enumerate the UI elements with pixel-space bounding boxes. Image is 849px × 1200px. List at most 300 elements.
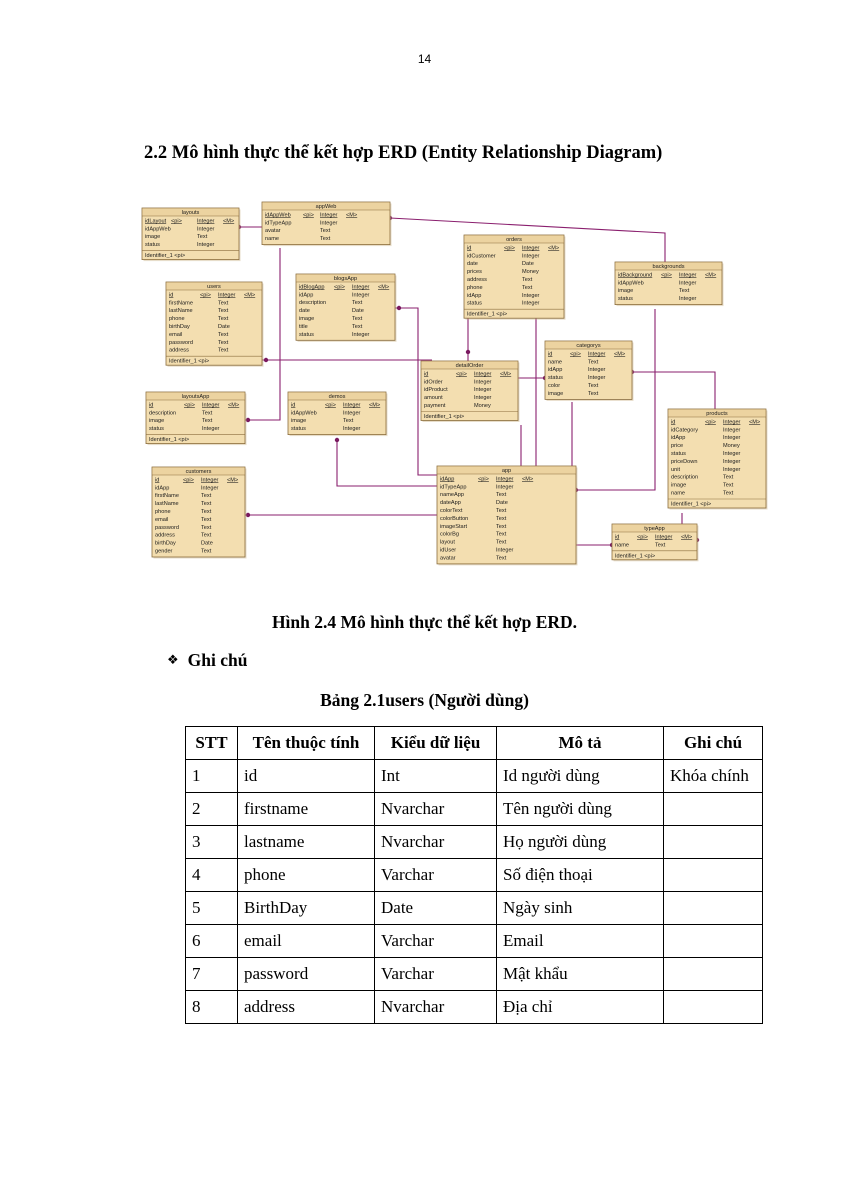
entity-attribute: Text: [522, 284, 533, 291]
erd-entities: [142, 202, 768, 565]
cell-note: [664, 991, 763, 1024]
header-description: Mô tả: [497, 727, 664, 760]
entity-attribute: Integer: [197, 218, 215, 225]
entity-attribute: avatar: [440, 555, 456, 562]
entity-attribute: Text: [320, 236, 331, 243]
entity-attribute: Integer: [320, 220, 338, 227]
entity-attribute: priceDown: [671, 458, 698, 465]
entity-attribute: Money: [522, 269, 539, 276]
cell-attribute-name: id: [238, 760, 375, 793]
entity-attribute: <pi>: [184, 402, 195, 409]
entity-attribute: image: [145, 234, 161, 241]
entity-attribute: <pi>: [171, 218, 182, 225]
cell-attribute-name: phone: [238, 859, 375, 892]
entity-attribute: Integer: [352, 331, 370, 338]
entity-attribute: Text: [522, 277, 533, 283]
entity-attribute: Integer: [343, 426, 361, 433]
cell-description: Mật khẩu: [497, 958, 664, 991]
entity-attribute: password: [155, 524, 179, 531]
table-row: [186, 760, 763, 793]
entity-attribute: idCustomer: [467, 253, 496, 260]
cell-stt: 2: [186, 793, 238, 826]
cell-description: Địa chỉ: [497, 991, 664, 1024]
cell-note: [664, 958, 763, 991]
cell-stt: 8: [186, 991, 238, 1024]
relationship-line: [632, 372, 715, 409]
entity-attribute: Text: [218, 316, 229, 323]
entity-attribute: Integer: [343, 410, 361, 417]
entity-attribute: Text: [201, 532, 212, 539]
entity-attribute: Integer: [320, 212, 338, 219]
entity-attribute: Text: [320, 228, 331, 235]
entity-title: categorys: [576, 343, 601, 349]
entity-attribute: id: [467, 245, 472, 252]
entity-attribute: Integer: [474, 395, 492, 402]
entity-attribute: Integer: [197, 226, 215, 233]
entity-attribute: <pi>: [303, 212, 314, 219]
entity-attribute: Date: [218, 324, 230, 330]
entity-attribute: Text: [352, 300, 363, 307]
entity-attribute: colorText: [440, 508, 463, 514]
entity-layouts: [142, 208, 241, 261]
entity-attribute: <pi>: [183, 477, 194, 484]
cell-description: Email: [497, 925, 664, 958]
entity-attribute: Integer: [723, 419, 741, 426]
entity-attribute: Text: [201, 509, 212, 515]
figure-caption: Hình 2.4 Mô hình thực thể kết hợp ERD.: [271, 612, 578, 632]
cell-note: [664, 793, 763, 826]
entity-attribute: <M>: [522, 476, 534, 483]
relationship-line: [337, 440, 437, 486]
entity-attribute: idCategory: [671, 427, 699, 434]
entity-attribute: colorBg: [440, 531, 459, 538]
entity-attribute: Text: [201, 516, 212, 523]
entity-attribute: Integer: [588, 351, 606, 358]
entity-attribute: idTypeApp: [440, 484, 467, 491]
entity-attribute: Money: [474, 403, 491, 409]
relationship-endpoint: [466, 350, 470, 354]
entity-demos: [288, 392, 388, 436]
header-stt: STT: [186, 727, 238, 760]
entity-attribute: Text: [343, 418, 354, 425]
table-row: [186, 991, 763, 1024]
entity-attribute: email: [169, 331, 183, 338]
entity-title: customers: [185, 469, 212, 475]
cell-data-type: Nvarchar: [375, 793, 497, 826]
entity-title: users: [207, 284, 221, 290]
entity-attribute: Text: [588, 390, 599, 397]
users-attribute-table: [185, 726, 763, 1024]
entity-attribute: firstName: [169, 300, 193, 307]
entity-attribute: id: [548, 351, 553, 358]
entity-attribute: id: [291, 402, 296, 409]
entity-title: app: [501, 468, 512, 474]
entity-attribute: image: [548, 390, 564, 397]
table-row: [186, 859, 763, 892]
entity-attribute: Integer: [723, 458, 741, 465]
entity-attribute: <M>: [614, 351, 626, 358]
entity-attribute: gender: [155, 548, 173, 555]
entity-users: [166, 282, 264, 367]
entity-attribute: Text: [679, 288, 690, 295]
cell-attribute-name: BirthDay: [238, 892, 375, 925]
entity-attribute: description: [299, 300, 327, 307]
entity-attribute: price: [671, 443, 684, 450]
entity-attribute: <M>: [548, 245, 560, 252]
header-attribute-name: Tên thuộc tính: [238, 727, 375, 760]
entity-title: layouts: [181, 210, 200, 216]
entity-attribute: Integer: [352, 284, 370, 291]
entity-attribute: Text: [218, 331, 229, 338]
cell-description: Số điện thoại: [497, 859, 664, 892]
entity-title: orders: [506, 237, 522, 243]
entity-attribute: Text: [201, 548, 212, 555]
entity-attribute: <M>: [705, 272, 717, 279]
entity-attribute: idApp: [440, 476, 455, 483]
entity-attribute: title: [299, 323, 308, 330]
cell-stt: 5: [186, 892, 238, 925]
notes-heading-label: Ghi chú: [187, 650, 248, 670]
entity-attribute: color: [548, 383, 561, 389]
entity-attribute: <M>: [500, 371, 512, 378]
cell-data-type: Date: [375, 892, 497, 925]
entity-identifier: Identifier_1 <pi>: [149, 437, 190, 444]
table-header-row: [186, 727, 763, 760]
entity-attribute: Text: [201, 524, 212, 531]
entity-title: demos: [328, 394, 346, 400]
entity-attribute: <pi>: [456, 371, 467, 378]
entity-attribute: dateApp: [440, 500, 461, 507]
entity-attribute: phone: [155, 509, 171, 515]
entity-attribute: Integer: [474, 387, 492, 394]
entity-attribute: Integer: [202, 426, 220, 433]
entity-attribute: Text: [218, 308, 229, 315]
entity-attribute: <pi>: [570, 351, 581, 358]
cell-data-type: Nvarchar: [375, 991, 497, 1024]
entity-attribute: Text: [202, 410, 213, 417]
entity-backgrounds: [615, 262, 724, 306]
entity-attribute: idProduct: [424, 387, 448, 394]
entity-attribute: status: [671, 451, 686, 457]
entity-attribute: address: [169, 347, 189, 354]
entity-attribute: idApp: [467, 292, 482, 299]
relationship-endpoint: [397, 306, 401, 310]
cell-data-type: Varchar: [375, 925, 497, 958]
entity-attribute: <pi>: [504, 245, 515, 252]
entity-attribute: Text: [655, 542, 666, 549]
table-row: [186, 958, 763, 991]
section-heading: 2.2 Mô hình thực thể kết hợp ERD (Entity Relationship Diagram): [144, 143, 663, 163]
entity-attribute: birthDay: [169, 324, 190, 330]
entity-attribute: <pi>: [334, 284, 345, 291]
relationship-endpoint: [264, 358, 268, 362]
entity-attribute: birthDay: [155, 540, 176, 547]
entity-attribute: status: [299, 331, 314, 338]
entity-attribute: name: [548, 359, 562, 366]
entity-attribute: <pi>: [325, 402, 336, 409]
entity-detailOrder: [421, 361, 520, 422]
entity-attribute: phone: [169, 316, 185, 323]
entity-attribute: Integer: [218, 292, 236, 299]
cell-data-type: Varchar: [375, 859, 497, 892]
cell-attribute-name: firstname: [238, 793, 375, 826]
cell-stt: 6: [186, 925, 238, 958]
entity-attribute: idApp: [155, 485, 170, 492]
header-data-type: Kiểu dữ liệu: [375, 727, 497, 760]
table-row: [186, 892, 763, 925]
entity-attribute: id: [424, 371, 429, 378]
entity-attribute: Integer: [522, 245, 540, 252]
entity-attribute: <M>: [223, 218, 235, 225]
entity-attribute: Integer: [522, 292, 540, 299]
entity-categorys: [545, 341, 634, 401]
entity-attribute: Text: [202, 418, 213, 425]
entity-attribute: Integer: [588, 375, 606, 382]
entity-attribute: Integer: [201, 477, 219, 484]
cell-description: Tên người dùng: [497, 793, 664, 826]
entity-title: blogsApp: [333, 276, 358, 282]
entity-typeApp: [612, 524, 699, 561]
entity-attribute: <pi>: [705, 419, 716, 426]
entity-attribute: Text: [496, 523, 507, 530]
entity-attribute: image: [291, 418, 307, 425]
entity-attribute: Integer: [679, 296, 697, 303]
entity-attribute: Date: [201, 540, 213, 547]
entity-attribute: id: [615, 534, 620, 541]
entity-attribute: Text: [496, 555, 507, 562]
entity-attribute: Date: [352, 308, 364, 315]
entity-attribute: id: [155, 477, 160, 484]
cell-description: Id người dùng: [497, 760, 664, 793]
entity-attribute: status: [618, 296, 633, 303]
entity-attribute: Integer: [496, 476, 514, 483]
header-note: Ghi chú: [664, 727, 763, 760]
table-row: [186, 826, 763, 859]
entity-products: [668, 409, 768, 510]
entity-attribute: Integer: [522, 253, 540, 260]
entity-attribute: Integer: [679, 272, 697, 279]
cell-description: Ngày sinh: [497, 892, 664, 925]
entity-attribute: address: [155, 532, 175, 539]
entity-attribute: id: [149, 402, 154, 409]
entity-attribute: firstName: [155, 493, 179, 500]
entity-attribute: description: [671, 474, 699, 481]
entity-attribute: status: [149, 426, 164, 433]
entity-attribute: name: [615, 542, 629, 549]
entity-identifier: Identifier_1 <pi>: [467, 311, 508, 318]
entity-attribute: Text: [723, 482, 734, 489]
entity-attribute: Text: [352, 316, 363, 322]
entity-attribute: Integer: [723, 435, 741, 442]
entity-attribute: Integer: [352, 292, 370, 299]
entity-attribute: name: [265, 236, 279, 243]
entity-attribute: layout: [440, 539, 455, 546]
entity-title: products: [706, 411, 728, 417]
entity-attribute: address: [467, 277, 487, 283]
entity-attribute: id: [169, 292, 174, 299]
cell-stt: 3: [186, 826, 238, 859]
entity-attribute: Integer: [474, 371, 492, 378]
entity-attribute: idTypeApp: [265, 220, 292, 227]
cell-stt: 4: [186, 859, 238, 892]
entity-attribute: <M>: [749, 419, 761, 426]
cell-data-type: Nvarchar: [375, 826, 497, 859]
entity-attribute: status: [145, 242, 160, 249]
cell-stt: 7: [186, 958, 238, 991]
entity-appWeb: [262, 202, 392, 246]
entity-attribute: image: [299, 316, 315, 322]
entity-attribute: colorButton: [440, 515, 469, 522]
cell-note: [664, 892, 763, 925]
entity-attribute: Integer: [723, 451, 741, 457]
entity-attribute: <M>: [681, 534, 693, 541]
entity-attribute: phone: [467, 284, 483, 291]
table-row: [186, 925, 763, 958]
entity-attribute: <M>: [369, 402, 381, 409]
cell-data-type: Varchar: [375, 958, 497, 991]
cell-data-type: Int: [375, 760, 497, 793]
entity-attribute: status: [467, 300, 482, 307]
entity-attribute: Text: [352, 323, 363, 330]
entity-attribute: Integer: [496, 547, 514, 554]
entity-attribute: idAppWeb: [145, 226, 171, 233]
cell-note: [664, 925, 763, 958]
entity-identifier: Identifier_1 <pi>: [169, 358, 210, 365]
entity-attribute: <M>: [244, 292, 256, 299]
entity-attribute: <M>: [227, 477, 239, 484]
entity-attribute: Integer: [343, 402, 361, 409]
entity-customers: [152, 467, 247, 559]
entity-attribute: idOrder: [424, 379, 443, 386]
entity-attribute: Integer: [522, 300, 540, 307]
entity-attribute: idAppWeb: [618, 280, 644, 287]
entity-attribute: Integer: [202, 402, 220, 409]
entity-attribute: idAppWeb: [265, 212, 291, 219]
cell-attribute-name: lastname: [238, 826, 375, 859]
cell-description: Họ người dùng: [497, 826, 664, 859]
entity-attribute: <M>: [228, 402, 240, 409]
entity-identifier: Identifier_1 <pi>: [671, 501, 712, 508]
entity-attribute: name: [671, 490, 685, 497]
entity-attribute: Text: [218, 347, 229, 354]
table-row: [186, 793, 763, 826]
entity-title: appWeb: [315, 204, 337, 210]
entity-attribute: <M>: [346, 212, 358, 219]
entity-attribute: idApp: [299, 292, 314, 299]
entity-attribute: imageStart: [440, 523, 468, 530]
entity-attribute: image: [149, 418, 165, 425]
entity-title: backgrounds: [652, 264, 685, 270]
entity-attribute: idBlogApp: [299, 284, 325, 291]
entity-identifier: Identifier_1 <pi>: [615, 553, 656, 560]
entity-attribute: Text: [496, 508, 507, 514]
entity-attribute: Text: [496, 539, 507, 546]
table-caption: Bảng 2.1users (Người dùng): [320, 690, 529, 710]
entity-title: layoutsApp: [181, 394, 210, 400]
entity-attribute: idApp: [671, 435, 686, 442]
entity-attribute: <pi>: [478, 476, 489, 483]
cell-attribute-name: address: [238, 991, 375, 1024]
entity-attribute: Text: [201, 501, 212, 508]
entity-attribute: image: [618, 288, 634, 295]
entity-attribute: Text: [496, 531, 507, 538]
entity-attribute: <pi>: [637, 534, 648, 541]
entity-title: detailOrder: [455, 363, 484, 369]
cell-stt: 1: [186, 760, 238, 793]
entity-attribute: amount: [424, 395, 443, 402]
entity-attribute: Integer: [723, 466, 741, 473]
entity-attribute: Integer: [474, 379, 492, 386]
entity-attribute: <pi>: [661, 272, 672, 279]
entity-attribute: description: [149, 410, 177, 417]
cell-note: [664, 826, 763, 859]
entity-attribute: idUser: [440, 547, 457, 554]
entity-attribute: prices: [467, 269, 482, 276]
entity-attribute: image: [671, 482, 687, 489]
entity-layoutsApp: [146, 392, 247, 445]
entity-attribute: Date: [496, 500, 508, 507]
entity-attribute: Text: [218, 339, 229, 346]
entity-attribute: id: [671, 419, 676, 426]
entity-attribute: Date: [522, 261, 534, 268]
entity-attribute: nameApp: [440, 492, 464, 499]
diamond-bullet-icon: ❖: [167, 653, 179, 668]
entity-app: [437, 466, 578, 565]
entity-attribute: Integer: [655, 534, 673, 541]
entity-attribute: status: [548, 375, 563, 382]
entity-attribute: Money: [723, 443, 740, 450]
entity-attribute: payment: [424, 403, 446, 409]
entity-attribute: <pi>: [200, 292, 211, 299]
cell-note: [664, 859, 763, 892]
entity-attribute: date: [467, 261, 478, 268]
cell-attribute-name: password: [238, 958, 375, 991]
entity-attribute: idAppWeb: [291, 410, 317, 417]
notes-heading: [167, 650, 247, 671]
entity-attribute: idLayout: [145, 218, 167, 225]
entity-attribute: lastName: [155, 501, 179, 508]
entity-orders: [464, 235, 566, 320]
entity-attribute: <M>: [378, 284, 390, 291]
entity-attribute: Integer: [679, 280, 697, 287]
entity-attribute: Integer: [197, 242, 215, 249]
entity-attribute: Integer: [201, 485, 219, 492]
relationship-endpoint: [335, 438, 339, 442]
entity-attribute: Text: [588, 359, 599, 366]
entity-title: typeApp: [644, 526, 665, 532]
entity-attribute: idBackground: [618, 272, 653, 279]
entity-attribute: lastName: [169, 308, 193, 315]
entity-attribute: Text: [723, 474, 734, 481]
entity-blogsApp: [296, 274, 397, 342]
entity-attribute: email: [155, 516, 169, 523]
entity-attribute: Text: [723, 490, 734, 497]
entity-attribute: date: [299, 308, 310, 315]
entity-attribute: unit: [671, 466, 681, 473]
entity-attribute: Text: [496, 515, 507, 522]
entity-attribute: Text: [201, 493, 212, 500]
entity-attribute: Integer: [588, 367, 606, 374]
entity-attribute: Text: [588, 383, 599, 389]
entity-attribute: Text: [496, 492, 507, 499]
entity-attribute: idApp: [548, 367, 563, 374]
cell-note: Khóa chính: [664, 760, 763, 793]
entity-attribute: avatar: [265, 228, 281, 235]
entity-identifier: Identifier_1 <pi>: [424, 414, 465, 420]
entity-attribute: Integer: [496, 484, 514, 491]
page-number: 14: [417, 52, 432, 66]
entity-attribute: Integer: [723, 427, 741, 434]
